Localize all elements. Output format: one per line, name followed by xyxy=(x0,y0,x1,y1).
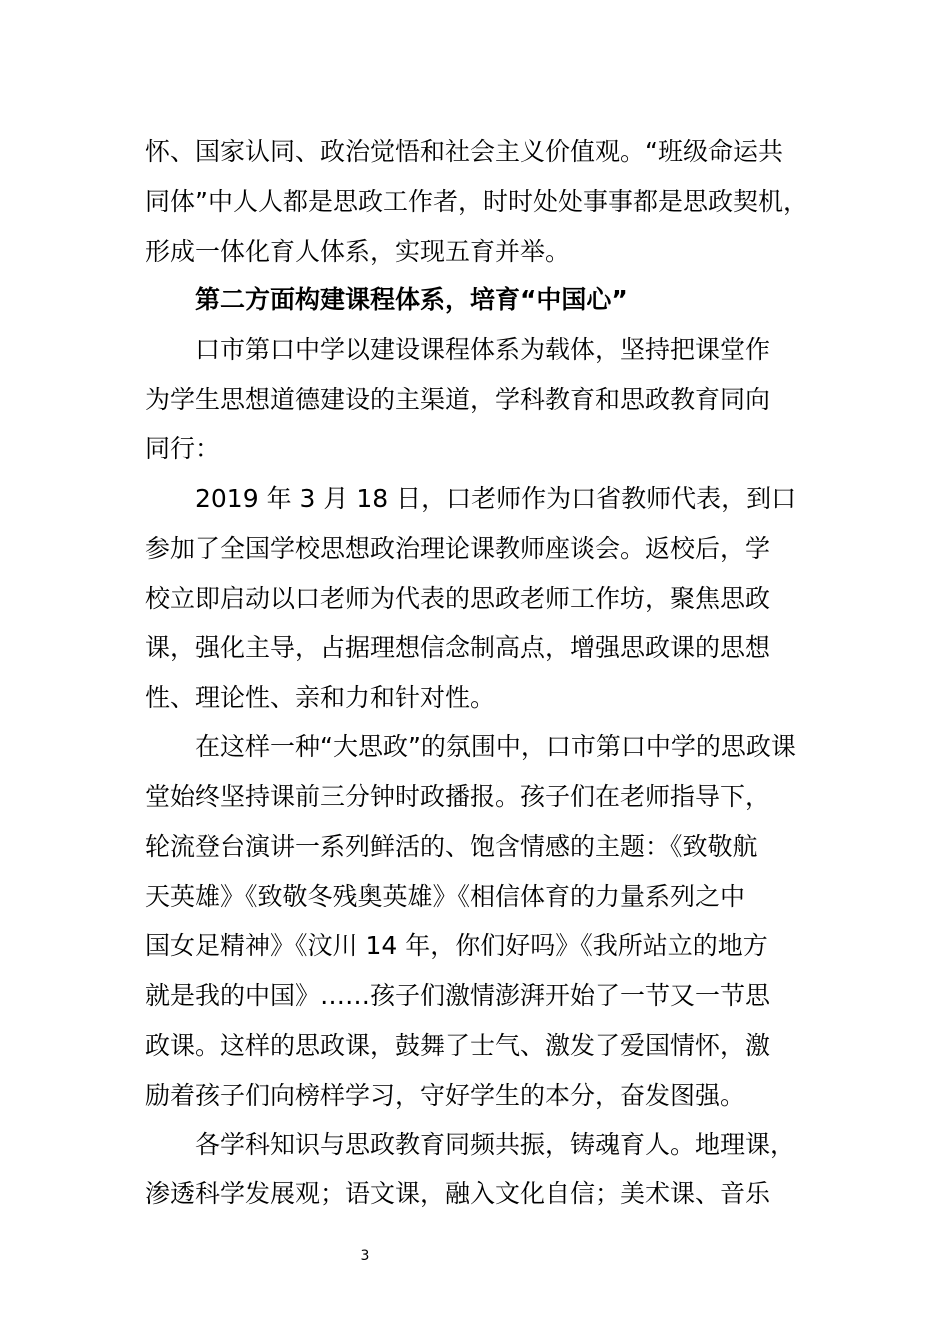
text-line: 性、理论性、亲和力和针对性。 xyxy=(145,683,496,712)
text-line: 政课。这样的思政课，鼓舞了士气、激发了爱国情怀，激 xyxy=(145,1031,771,1060)
text-line: 2019 年 3 月 18 日，口老师作为口省教师代表，到口 xyxy=(195,484,797,513)
text-line: 就是我的中国》……孩子们激情澎湃开始了一节又一节思 xyxy=(145,981,771,1010)
text-line: 同体”中人人都是思政工作者，时时处处事事都是思政契机， xyxy=(145,187,808,216)
text-line: 同行： xyxy=(145,434,221,463)
text-line: 轮流登台演讲一系列鲜活的、饱含情感的主题：《致敬航 xyxy=(145,832,758,861)
text-line: 各学科知识与思政教育同频共振，铸魂育人。地理课， xyxy=(195,1130,796,1159)
text-line: 怀、国家认同、政治觉悟和社会主义价值观。“班级命运共 xyxy=(145,137,783,166)
text-line: 课，强化主导，占据理想信念制高点，增强思政课的思想 xyxy=(145,633,771,662)
text-line: 口市第口中学以建设课程体系为载体，坚持把课堂作 xyxy=(195,335,771,364)
text-line: 天英雄》《致敬冬残奥英雄》《相信体育的力量系列之中 xyxy=(145,882,746,911)
section-heading: 第二方面构建课程体系，培育“中国心” xyxy=(195,285,628,314)
text-line: 形成一体化育人体系，实现五育并举。 xyxy=(145,237,571,266)
text-line: 校立即启动以口老师为代表的思政老师工作坊，聚焦思政 xyxy=(145,584,771,613)
text-line: 堂始终坚持课前三分钟时政播报。孩子们在老师指导下， xyxy=(145,782,771,811)
page-number: 3 xyxy=(360,1248,370,1264)
text-line: 励着孩子们向榜样学习，守好学生的本分，奋发图强。 xyxy=(145,1081,746,1110)
text-line: 为学生思想道德建设的主渠道，学科教育和思政教育同向 xyxy=(145,385,771,414)
text-line: 参加了全国学校思想政治理论课教师座谈会。返校后，学 xyxy=(145,534,771,563)
text-line: 国女足精神》《汶川 14 年，你们好吗》《我所站立的地方 xyxy=(145,931,768,960)
text-line: 渗透科学发展观；语文课，融入文化自信；美术课、音乐 xyxy=(145,1179,771,1208)
text-line: 在这样一种“大思政”的氛围中，口市第口中学的思政课 xyxy=(195,732,796,761)
